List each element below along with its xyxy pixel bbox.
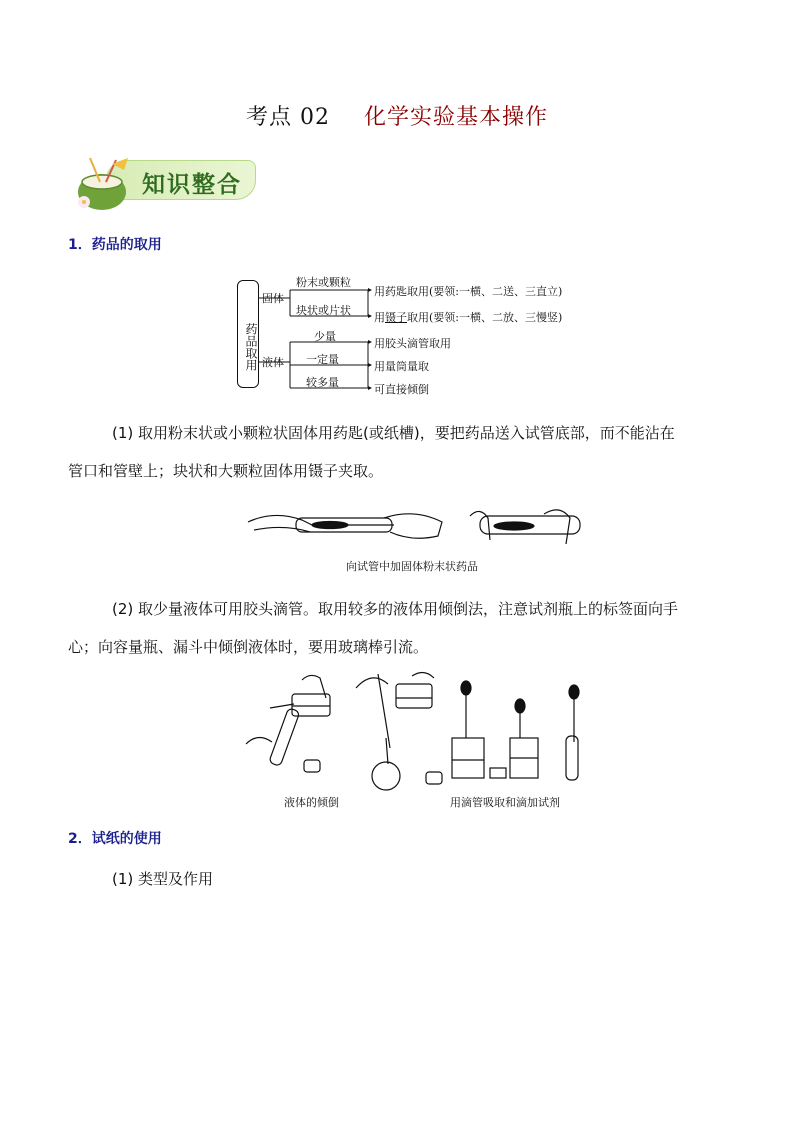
paragraph-1-line-1: (1) 取用粉末状或小颗粒状固体用药匙(或纸槽)，要把药品送入试管底部，而不能沾在: [112, 424, 675, 442]
title-code: 考点 02: [245, 105, 330, 130]
diagram-liquid: 液体: [262, 356, 284, 369]
section1-heading: 1．药品的取用: [68, 237, 162, 253]
result-b-pre: 用: [374, 311, 385, 324]
figure-1-caption: 向试管中加固体粉末状药品: [346, 560, 478, 573]
figure-2-caption-right: 用滴管吸取和滴加试剂: [450, 796, 560, 809]
diagram-root: 药品取用: [237, 280, 259, 388]
banner-label: 知识整合: [142, 171, 242, 198]
title-main: 化学实验基本操作: [363, 105, 548, 130]
coconut-drink-icon: [72, 156, 134, 212]
paragraph-1: [68, 414, 728, 490]
paragraph-2: [68, 590, 728, 666]
diagram-result-c: 用胶头滴管取用: [374, 337, 451, 350]
diagram-liquid-c: 较多量: [306, 376, 339, 389]
diagram-solid: 固体: [262, 292, 284, 305]
diagram-result-e: 可直接倾倒: [374, 383, 429, 396]
diagram-solid-b: 块状或片状: [296, 304, 351, 317]
paragraph-2-line-1: (2) 取少量液体可用胶头滴管。取用较多的液体用倾倒法，注意试剂瓶上的标签面向手: [112, 600, 679, 618]
section2-sub1-text: (1) 类型及作用: [112, 870, 214, 888]
paragraph-1-line-2: 管口和管壁上；块状和大颗粒固体用镊子夹取。: [68, 462, 384, 480]
section2-heading: 2．试纸的使用: [68, 831, 162, 847]
diagram-solid-a: 粉末或颗粒: [296, 276, 351, 289]
section2-sub1: [68, 860, 728, 898]
paragraph-2-line-2: 心；向容量瓶、漏斗中倾倒液体时，要用玻璃棒引流。: [68, 638, 429, 656]
diagram-result-b: [374, 309, 562, 325]
page-title: [0, 100, 794, 131]
drug-taking-diagram: [234, 272, 594, 394]
result-b-post: 取用(要领:一横、二放、三慢竖): [407, 311, 563, 324]
diagram-result-a: 用药匙取用(要领:一横、二送、三直立): [374, 285, 563, 298]
diagram-liquid-a: 少量: [314, 330, 336, 343]
knowledge-banner: [72, 146, 256, 212]
result-b-underlined: 镊子: [385, 311, 407, 324]
diagram-result-d: 用量筒量取: [374, 360, 429, 373]
figure-2-caption-left: 液体的倾倒: [284, 796, 339, 809]
figure-adding-powder: [244, 500, 584, 556]
figure-liquid-pouring: [240, 668, 590, 794]
diagram-liquid-b: 一定量: [306, 353, 339, 366]
